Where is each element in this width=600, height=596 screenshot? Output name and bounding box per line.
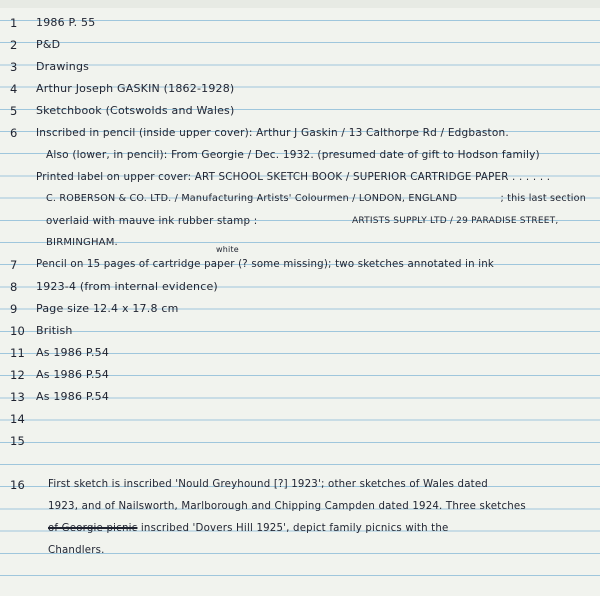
line-number: 3 — [10, 60, 18, 74]
line-text: Inscribed in pencil (inside upper cover): Arthur J Gaskin / 13 Calthorpe Rd / Edgbaston. — [36, 127, 509, 139]
line-text: BIRMINGHAM. — [46, 237, 118, 248]
line-number: 13 — [10, 390, 26, 404]
entry-line-6-cont-5 — [0, 232, 600, 254]
line-number: 6 — [10, 126, 18, 140]
entry-line-6-cont-1 — [0, 144, 600, 166]
entry-line-6 — [0, 122, 600, 144]
entry-line-5 — [0, 100, 600, 122]
line-text: Sketchbook (Cotswolds and Wales) — [36, 104, 235, 117]
line-number: 5 — [10, 104, 18, 118]
line-number: 14 — [10, 412, 26, 426]
line-text: 1986 P. 55 — [36, 16, 96, 29]
entry-line-16-cont-1 — [0, 496, 600, 518]
entry-line-2 — [0, 34, 600, 56]
entry-line-1 — [0, 12, 600, 34]
line-number: 2 — [10, 38, 18, 52]
entry-line-16-cont-3 — [0, 540, 600, 562]
line-number: 16 — [10, 478, 26, 492]
line-number: 10 — [10, 324, 26, 338]
entry-line-13 — [0, 386, 600, 408]
insertion-note: white — [216, 245, 239, 254]
line-number: 9 — [10, 302, 18, 316]
entry-line-16-cont-2 — [0, 518, 600, 540]
entry-line-7 — [0, 245, 600, 276]
struck-out-text: of Georgie picnic — [48, 523, 138, 534]
line-number: 1 — [10, 16, 18, 30]
entry-line-15 — [0, 430, 600, 452]
line-number: 15 — [10, 434, 26, 448]
entry-line-6-cont-3 — [0, 188, 600, 210]
entry-line-16 — [0, 474, 600, 496]
entry-line-10 — [0, 320, 600, 342]
entry-line-12 — [0, 364, 600, 386]
entry-line-6-cont-4 — [0, 210, 600, 232]
entry-line-6-cont-2 — [0, 166, 600, 188]
entry-line-8 — [0, 276, 600, 298]
entry-line-14 — [0, 408, 600, 430]
line-note: ; this last section — [500, 193, 586, 204]
line-text: 1923, and of Nailsworth, Marlborough and Chipping Campden dated 1924. Three sketches — [48, 501, 526, 512]
line-text: P&D — [36, 38, 61, 51]
entry-line-3 — [0, 56, 600, 78]
line-number: 7 — [10, 258, 18, 272]
line-number: 11 — [10, 346, 26, 360]
line-text: First sketch is inscribed 'Nould Greyhound [?] 1923'; other sketches of Wales dated — [48, 479, 488, 490]
line-number: 8 — [10, 280, 18, 294]
page-top-edge — [0, 0, 600, 8]
line-text: As 1986 P.54 — [36, 368, 110, 381]
entry-line-4 — [0, 78, 600, 100]
line-text: Drawings — [36, 60, 90, 73]
line-text: 1923-4 (from internal evidence) — [36, 280, 218, 293]
line-number: 4 — [10, 82, 18, 96]
line-text: Page size 12.4 x 17.8 cm — [36, 302, 179, 315]
line-text: Printed label on upper cover: ART SCHOOL SKETCH BOOK / SUPERIOR CARTRIDGE PAPER . . . . . . — [36, 171, 551, 183]
line-text: As 1986 P.54 — [36, 346, 110, 359]
line-text: Pencil on 15 pages of cartridge paper (? some missing); two sketches annotated in ink — [36, 259, 494, 270]
entry-line-9 — [0, 298, 600, 320]
line-text: Also (lower, in pencil): From Georgie / Dec. 1932. (presumed date of gift to Hodson family) — [46, 149, 540, 161]
line-text — [48, 518, 449, 540]
line-text: British — [36, 324, 73, 337]
line-number: 12 — [10, 368, 26, 382]
line-text: C. ROBERSON & CO. LTD. / Manufacturing Artists' Colourmen / LONDON, ENGLAND — [46, 193, 458, 204]
line-text-rest: inscribed 'Dovers Hill 1925', depict family picnics with the — [137, 523, 449, 534]
line-text: overlaid with mauve ink rubber stamp : — [46, 215, 258, 227]
entry-line-11 — [0, 342, 600, 364]
line-text: Arthur Joseph GASKIN (1862-1928) — [36, 82, 235, 95]
stamp-text: ARTISTS SUPPLY LTD / 29 PARADISE STREET, — [352, 216, 559, 226]
line-text: As 1986 P.54 — [36, 390, 110, 403]
line-text: Chandlers. — [48, 545, 105, 556]
